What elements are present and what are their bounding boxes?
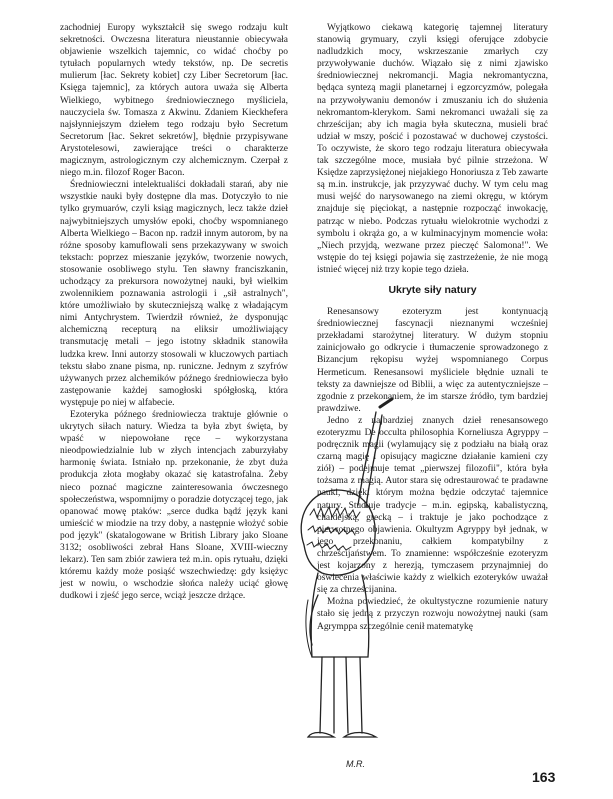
paragraph: Wyjątkowo ciekawą kategorię tajemnej literatury stanowią grymuary, czyli księgi oferujące zdobycie nadludzkich mocy, wskrzeszanie zmarłych czy przywoływanie duchów. Wiązało się z nimi zjawisko średniowiecznej nekromancji. Magia nekromantyczna, będąca syntezą magii planetarnej i egzorcyzmów, polegała na przywoływaniu demonów i zmuszaniu ich do służenia nekromantom-klerykom. Sami nekromanci uważali się za chrześcijan; aby ich magia była skuteczna, musieli brać udział w mszy, pościć i pozostawać w duchowej czystości. To oczywiste, że skoro tego rodzaju literatura obiecywała tak szczególne moce, musiała być pilnie strzeżona. W Księdze zaprzysiężonej niejakiego Honoriusza z Teb zawarte są m.in. instrukcje, jak przyzywać duchy. W tym celu mag musi wejść do narysowanego na ziemi okręgu, w którym znajduje się pięciokąt, a następnie rozpocząć inwokację, patrząc w niebo. Podczas rytuału wielokrotnie wychodzi z symbolu i okrąża go, a w kulminacyjnym momencie woła: „Niech przyjdą, wezwane przez pieczęć Salomona!". We wstępie do tej księgi pojawia się zastrzeżenie, że nie mogą istnieć więcej niż trzy kopie tego dzieła. [317, 23, 548, 275]
page-number: 163 [532, 769, 556, 785]
paragraph: Można powiedzieć, że okultystyczne rozumienie natury stało się jedną z przyczyn rozwoju nowożytnej nauki (sam Agrymppa szczególnie cenił matematykę [317, 597, 548, 632]
paragraph: Jedno z najbardziej znanych dzieł renesansowego ezoteryzmu De occulta philosophia Korneliusza Agryppy – podręcznik magii (wylamujący się z podziału na białą oraz czarną magię i opisujący magiczne działanie kamieni czy ziół) – podejmuje temat „pierwszej filozofii", która była tożsama z magią. Autor stara się odrestaurować te pradawne nauki, dzięki którym można będzie odczytać tajemnice natury. Studiuje tradycje – m.in. egipską, kabalistyczną, chaldejską, grecką – i traktuje je jako pochodzące z pierwotnego objawienia. Okultyzm Agryppy był jednak, w jego przekonaniu, całkiem kompatybilny z chrześcijaństwem. To znamienne: współcześnie ezoteryzm jest kojarzony z herezją, tymczasem przynajmniej do oświecenia właściwie każdy z wielkich ezoteryków uważał się za chrześcijanina. [317, 415, 548, 596]
paragraph: zachodniej Europy wykształcił się swego rodzaju kult sekretności. Owczesna literatura nieustannie obiecywała objawienie wszelkich tajemnic, co widać choćby po tytułach popularnych wtedy tekstów, np. De secretis mulierum [łac. Sekrety kobiet] czy Liber Secretorum [łac. Księga tajemnic], za których autora uważa się Alberta Wielkiego, wybitnego średniowiecznego myśliciela, nauczyciela św. Tomasza z Akwinu. Zdaniem Kieckhefera najsłynniejszym dziełem tego rodzaju było Secretum Secretorum [łac. Sekret sekretów], błędnie przypisywane Arystotelesowi, zawierające treści o charakterze magicznym, astrologicznym czy alchemicznym. Czerpał z niego m.in. filozof Roger Bacon. [60, 23, 288, 179]
section-heading: Ukryte siły natury [388, 283, 477, 296]
illustration-signature: M.R. [346, 759, 365, 769]
cartoon-figure-drawing [282, 395, 404, 775]
paragraph: Ezoteryka późnego średniowiecza traktuje głównie o ukrytych siłach natury. Wiedza ta była zbyt święta, by wpaść w niepowołane ręce – wykorzystana nieodpowiedzialnie lub w złych intencjach zaburzyłaby harmonię świata. Istniało np. przekonanie, że zbyt duża produkcja złota mogłaby okazać się katastrofalna. Żeby nieco poznać magiczne zainteresowania ówczesnego społeczeństwa, wspomnijmy o poradzie dotyczącej tego, jak opanować mowę ptaków: „serce dudka bądź język kani umieścić w miodzie na trzy doby, a następnie włożyć sobie pod język" (skatalogowane w British Library jako Sloane 3132; osobliwości zebrał Hans Sloane, XVIII-wieczny lekarz). Ten sam zbiór zawiera też m.in. opis rytuału, dzięki któremu każdy może posiąść wszechwiedzę: gdy księżyc jest w nowiu, o wschodzie słońca należy uciąć głowę dudkowi i zjeść jego serce, wciąż jeszcze drżące. [60, 410, 288, 602]
paragraph: Renesansowy ezoteryzm jest kontynuacją średniowiecznej fascynacji nieznanymi wcześniej przekładami starożytnej literatury. W dużym stopniu zainicjowało go odkrycie i tłumaczenie sprowadzonego z Bizancjum rękopisu wyżej wspomnianego Corpus Hermeticum. Renesansowi myśliciele błędnie uznali te teksty za dawniejsze od Biblii, a więc za autentyczniejsze – zgodnie z przekonaniem, że im starsze źródło, tym bardziej prawdziwe. [317, 307, 548, 414]
paragraph: Średniowieczni intelektualiści dokładali starań, aby nie wszystkie nauki były dostępne dla mas. Dotyczyło to nie tylko grymuarów, czyli ksiąg magicznych, lecz także dzieł najwybitniejszych umysłów epoki, choćby wspomnianego Alberta Wielkiego – Bacon np. radził innym autorom, by na różne sposoby kamuflowali sens przekazywany w swoich tekstach: poprzez mieszanie języków, tworzenie nowych, stosowanie osobliwego stylu. Ten sławny franciszkanin, uchodzący za prekursora nowożytnej nauki, był wielkim zwolennikiem poznawania astrologii i „sił astralnych", które umożliwiało by skuteczniejszą walkę z władającym nimi Antychrystem. Twierdził również, że dysponując alchemiczną recepturą na eliksir umożliwiający transmutację metali – jego istotny składnik stanowiła ludzka krew. Inni autorzy stosowali w kluczowych partiach tekstu słabo znane pisma, np. runiczne. Jednym z szyfrów używanych przez alchemików późnego średniowiecza było zastępowanie każdej samogłoski spółgłoską, która występuje po niej w alfabecie. [60, 180, 288, 408]
cartoon-illustration [282, 395, 404, 775]
left-column [60, 22, 288, 603]
